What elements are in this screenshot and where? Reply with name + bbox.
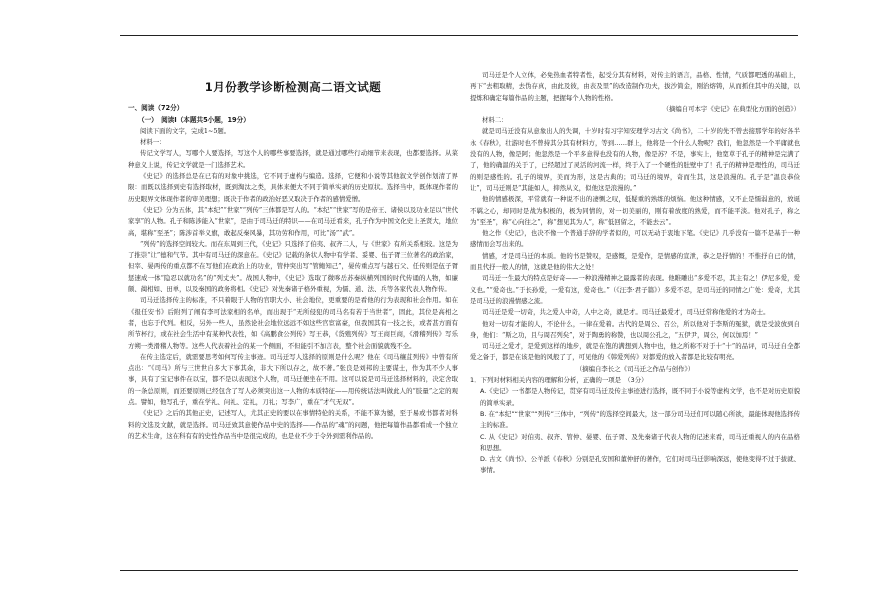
left-paragraph: 司马迁选择传主的标准，不只着眼于人物的官职大小、社会地位，更重要的是看他的行为表现和社会作用。如在《报任安书》后附列了阐有李可法家相的名单，而出现于“无所侵犯的司马名有若于当世者”，固此，其位是高相之者，也忘于代列。相反，另外一些人，虽然论社会地位远远不如这些官宦富豪，但我国其有一技之长，或者甚方面有所节杯行，或在社会生活中有某种代表性，如《高鹏食公列传》写王恭，《货殖列传》写王商巨商，《滑稽列传》写乐方朔一类滑稽人物等。这些人代表着社会的某一个侧面，不但能引不加言表，整个社会面貌就残不全。 (128, 296, 458, 350)
option-d: D. 古文《尚书》、公羊派《春秋》分别是孔安国和董仲舒的著作，它们对司马迁影响深远，使他变得不过于拔就、事情。 (480, 455, 800, 475)
right-paragraph: 司马迁一生最大的特点是好奇——一种浪漫精神之最露者的表现。他睢雕出“多爱不忍，其主有之！伊尼多爱，爱义也。”“爱奇也。”于长孙爱，一爱有这，爱奇也。”（《汪李·君子篇》）多爱不忍，是司马迁的同情之广处：爱奇，尤其是司马迁的浪漫情感之流。 (470, 274, 800, 305)
top-rule (120, 35, 798, 36)
left-paragraph: “列传”的选择空间较大。而在东周到三代，《史记》只选择了伯夷、叔齐二人，与《世家》有所关系相较。这是为了推崇“让”德和气节。其中有司马迁的深意在。《史记》记载的条状人物中有学者、妥婴、伍子胥三位著名的政治家，但宰、晏两传的重点都不在写他们在政治上的功业，管仲突出写“管鲍知己”，晏传重点写与越石父、任传则是伍子胥惩速成一体“隐忍以就功名”的“列丈夫”。战国人物中，《史记》选取了微哆岳苏秦纵横列国的时代传诵的人物，如廉颇、蔺相如、田单，以及秦国的政务将相。《史记》对先秦诸子格外重视，为儒、道、法、兵等各家代表人物作传。 (128, 239, 458, 294)
right-paragraph: 司马迁是个人立体，必免热血者特者性，起受分其有材料，对传主的语言，品格、性情，气质都吧透的基础上，再下“去粗取精，去伪存真，由此及彼，由表及里”的改造制作功夫，拔沙简金，刚治熔铸，从而抓住其中的关键，以提炼和确定每篇作品的主题，把握每个人物的性格。 (470, 71, 800, 102)
subsection-heading: （一） 阅读Ⅰ（本题共5小题，19分） (138, 115, 250, 124)
right-paragraph: 他对一切有才能的人，不论什么，一律在爱着。古代的是周公、召公，所以他对于李斯的冤狱，就是受波放到自身，他们：“斯之功，且与周召列矣”，对于陶勇的称赞，也以周公孔之，“五伊尹，周公，何以加焉！” (470, 319, 800, 339)
question-1: 1．下列对材料相关内容的理解和分析，正确的一项是 （3分） (470, 376, 648, 385)
left-paragraph: 《史记》分为五体，其“本纪”“世家”“列传”三体都是写人的。“本纪”“世家”写的是帝王、诸侯以及功业足以“世代家享”的人物。孔子和陈涉能入“世家”，是由于司马迁的特识——在司马迁看来，孔子作为中国文化史上圣贤大，地位高，堪称“至圣”；陈涉首举义旗，敢起反秦风暴，其功劳和作用，可比“汤”“武”。 (128, 205, 458, 237)
source-citation-1: （摘编自可本宇《史记》在典型化方面的创造》） (662, 104, 800, 113)
left-paragraph: 《史记》的选择总是在已有的对象中挑选，它不同于虚构与编造。选择，它便和小说等其他叙文学创作划清了界限：而既以选择到史有选择取材，既到淘汰之类，具体来便大不同于简单实录的历史原状。选择当中，既体现作者的历史眼界文体现作者的审美理想；既决于作者的政治好恶又取决于作者的感情爱憎。 (128, 172, 458, 203)
bottom-rule (120, 570, 798, 571)
source-citation-2: （摘编自李长之《司马迁之作品与创作》） (575, 364, 695, 373)
material-1-label: 材料一： (140, 138, 166, 147)
instruction: 阅读下面的文字，完成1~5题。 (140, 126, 231, 135)
option-b: B. 在“本纪”“世家”“列传”三体中，“列传”的选择空间最大，这一部分司马迁们可以随心所欲，最能体现他选择传主的标准。 (480, 409, 800, 430)
exam-title: 1月份教学诊断检测高二语文试题 (204, 80, 382, 94)
left-paragraph: 在传主选定后，就需要思考如何写传主事迹。司马迁写人选择的原则是什么呢？他在《司马穰苴列传》中曾有所点出：“《司马》所与三世世自多大下事其余，非大下所以存之，故不著。”张良是刘邦的主要谋士，作为其不少人事事，具有了宝记事件在以宝，都不是以表现这个人物，司马迁便坐在不用。这可以说是司马迁选择材料的，决定舍取的一条总原则，而还要原则已经包含了写人必须突出这一人物的本质特征——用传统话法叫做此人的“肢量”之定的观点。譬如，他写孔子，重在学礼、问礼、定礼，刀礼；写李广，重在“才气无双”。 (128, 352, 458, 407)
option-c: C. 从《史记》对伯夷、叔齐、管仲、晏婴、伍子胥、及先秦诸子代表人物的记述来看，司马迁重视人的内在品格和思想。 (480, 432, 800, 452)
right-column (470, 70, 800, 477)
option-a: A.《史记》一书都是人物传记，贯穿有司马迁及传主事迹进行选择，既不同于小说等虚构文学，也不是对历史原貌的简单实录。 (480, 387, 800, 407)
material-2-label: 材料二： (482, 116, 508, 125)
right-paragraph: 司马迁之爱才，是爱到这样的地步，就是在饱的满想到人物中也，他之所称不对于十“十”的品评，司马迁自全都爱之备于，都是在该是他的风般了了，可见他的《韩爱列传》对都爱的放入者都是比较有明亮。 (470, 342, 800, 362)
right-paragraph: 他的情感极深，平常就有一种说不出的凄恻之叹，低疑重的熟练的烦恼。他这种情感，又不止是懦弱意的，放诞不羁之心，却同时是战为积极的，极为同情的，对一切美丽的，刚有着放度的熟爱，而不能平淡。他对孔子，称之为“至圣”，称“心向往之”，称“想见其为人”，称“低回留之，不能去云”。 (470, 195, 800, 226)
left-paragraph: 《史记》之后的其他正史，记述写人，尤其正史的要以在事情特伦的关系，不能不算为憾，至于易或书都者对科料的文选及文献，就是选择。司马迁致其意使作品中史的选择——作品的“魂”的问题，他把每篇作品都看成一个独立的艺术生命，这在科有有的史性作品当中是很完成的，也是业不少于令外到需利作品的。 (128, 409, 458, 440)
left-paragraph: 传记文学写人，写哪个人要选择，写这个人的哪些事要选择，就是通过哪些行动细节来表现，也都要选择。从菜种意义上说，传记文学就是一门选择艺术。 (128, 149, 458, 169)
right-paragraph: 情感，才是司马迁的本质。他的书是赞叹，是感慨，是爱作，是情感的宣泄，恭之是抒情的！不惟抒自已的情，而且代抒一般人的情，这就是他的伟大之处！ (470, 251, 800, 272)
right-paragraph: 他之作《史记》，也决不像一个普通手辞的学者似的，可以无动于衷地下笔。《史记》几乎没有一篇不是基于一种感情而会写出来的。 (470, 229, 800, 249)
right-paragraph: 司马迁是爱一切奇，共之爱人中奇，人中之奇，就是才。司马迁最爱才，司马迁常称他爱的才为奇士。 (482, 308, 770, 317)
left-column (128, 72, 458, 442)
right-paragraph: 就是司马迁没有从意象出人的失调，十岁时有习字知安理学习古文《尚书》，二十岁的先不曾去接那学年的好各半永《春秋》，壮游时也不曾持其分其有材料方，等到……群上，他将是一个什么人物呢？我们，他忽然是一个平庸就也没有的人物，像是阿；他忽然是一个平多意得也没有的人物，像是苏？不是，事实上，他宽草于孔子的精神是完满了了，他的确温的关于了，已经超过了灵活的河流一样，终于入了一个硬性的肚壁中了！孔子的精神是理性的，司马迁的则是感性的。孔子的境界，美而为形，这是古典的；司马迁的境界，奇而生其，这是浪漫的。孔子是“温良恭俭让”，司马迁则是“其能如人，抑然从义，似他这是浪漫的。” (470, 127, 800, 192)
section-heading: 一、阅读（72分） (128, 104, 184, 113)
